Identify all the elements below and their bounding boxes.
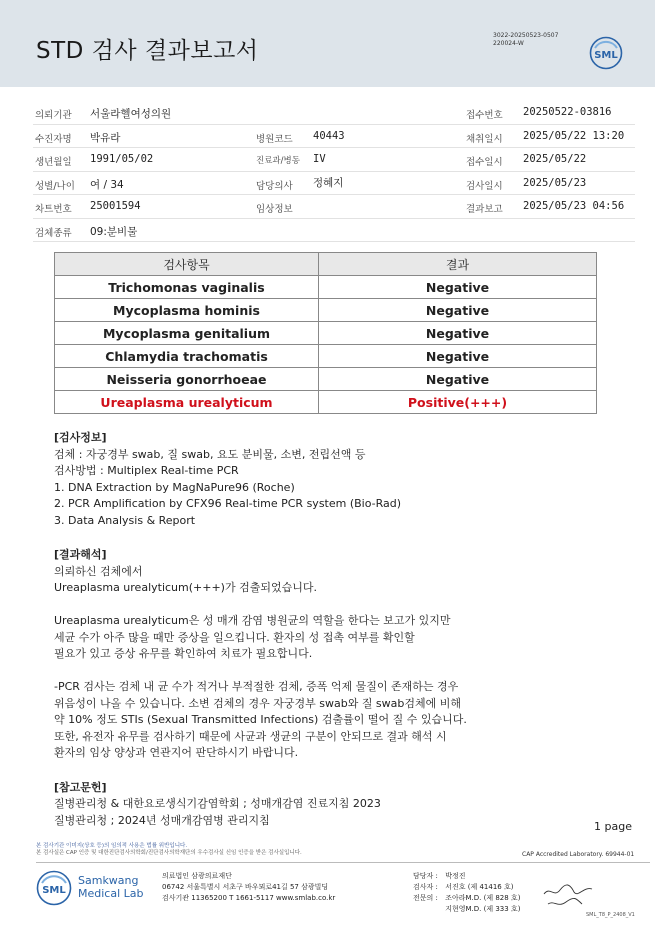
table-row [55, 322, 597, 345]
receipt-no-value: 20250522-03816 [523, 106, 612, 118]
chart-no-value: 25001594 [90, 200, 141, 212]
chart-no-label: 차트번호 [35, 204, 72, 215]
sex-age-value: 여 / 34 [90, 178, 124, 191]
footer-logo-text: SML [42, 885, 66, 896]
reported-value: 2025/05/23 04:56 [523, 200, 625, 212]
dob-label: 생년월일 [35, 157, 72, 168]
test-name: Mycoplasma hominis [55, 299, 319, 322]
interpretation-line: 위음성이 나올 수 있습니다. 소변 검체의 경우 자궁경부 swab와 질 swab검체에 비해 [54, 696, 462, 710]
fine-print-line: 본 검사기관 이미지(상호 등)의 임의적 사용은 법률 위반입니다. [36, 843, 188, 849]
test-result: Positive(+++) [319, 391, 597, 414]
table-row-positive [55, 391, 597, 414]
hospital-code-label: 병원코드 [256, 133, 293, 145]
reference-line: 질병관리청 ; 2024년 성매개감염병 관리지침 [54, 813, 270, 827]
interpretation-line: Ureaplasma urealyticum(+++)가 검출되었습니다. [54, 581, 317, 594]
info-row [33, 101, 635, 125]
dept-label: 진료과/병동 [256, 156, 300, 166]
info-row [33, 219, 635, 243]
info-row [33, 172, 635, 196]
document-id [493, 32, 558, 48]
test-result: Negative [319, 368, 597, 391]
interpretation-section [54, 547, 614, 762]
reference-line: 질병관리청 & 대한요로생식기감염학회 ; 성매개감염 진료지침 2023 [54, 797, 381, 810]
received-value: 2025/05/22 [523, 153, 587, 165]
test-name: Mycoplasma genitalium [55, 322, 319, 345]
collected-value: 2025/05/22 13:20 [523, 129, 625, 142]
info-row [33, 148, 635, 172]
sex-age-label: 성별/나이 [35, 180, 75, 192]
interpretation-line: Ureaplasma urealyticum은 성 매개 감염 병원균의 역할을 한다는 보고가 있지만 [54, 614, 451, 627]
org-line: 06742 서울특별시 서초구 바우뫼로41길 57 삼광빌딩 [162, 883, 329, 891]
interpretation-line: 필요가 있고 증상 유무를 확인하여 치료가 필요합니다. [54, 647, 313, 660]
brand-line1: Samkwang [78, 874, 139, 887]
specimen-label: 검체종류 [35, 227, 72, 239]
interpretation-line: 환자의 임상 양상과 연관지어 판단하시기 바랍니다. [54, 746, 299, 759]
test-info-line: 3. Data Analysis & Report [54, 513, 196, 527]
clinical-label: 임상정보 [256, 204, 293, 215]
institution-value: 서울라헬여성의원 [90, 108, 172, 120]
test-name: Trichomonas vaginalis [55, 276, 319, 299]
org-line: 의료법인 삼광의료재단 [162, 872, 232, 880]
staff-value: 지현영M.D. (제 333 호) [445, 905, 521, 913]
hospital-code-value: 40443 [313, 129, 345, 142]
tested-label: 검사일시 [466, 180, 503, 192]
tested-value: 2025/05/23 [523, 176, 587, 189]
interpretation-line: 또한, 유전자 유무를 검사하기 때문에 사균과 생균의 구분이 안되므로 결과 해석 시 [54, 729, 447, 743]
test-info-line: 1. DNA Extraction by MagNaPure96 (Roche) [54, 480, 295, 494]
collected-label: 채취일시 [466, 133, 503, 145]
staff-key: 담당자 : [413, 872, 438, 880]
staff-line [413, 871, 520, 882]
sml-logo-text: SML [594, 50, 618, 61]
footer-fine-print [36, 843, 496, 857]
results-table [54, 252, 597, 414]
cap-accreditation: CAP Accredited Laboratory. 69944-01 [522, 851, 635, 858]
references-section [54, 780, 614, 830]
examinee-label: 수진자명 [35, 133, 72, 145]
interpretation-heading: [결과해석] [54, 548, 107, 561]
page-number: 1 page [594, 820, 632, 833]
signature-icon [540, 880, 600, 910]
staff-key: 전문의 : [413, 894, 438, 902]
test-info-line: 검사방법 : Multiplex Real-time PCR [54, 464, 239, 477]
test-info-heading: [검사정보] [54, 431, 107, 444]
report-header [0, 0, 655, 87]
staff-info [413, 871, 520, 915]
samkwang-logo-icon [36, 870, 72, 906]
examinee-value: 박유라 [90, 131, 121, 144]
test-name: Ureaplasma urealyticum [55, 391, 319, 414]
staff-value: 서진호 (제 41416 호) [445, 883, 514, 891]
dob-value: 1991/05/02 [90, 153, 154, 165]
table-row [55, 299, 597, 322]
report-title: STD 검사 결과보고서 [36, 38, 259, 64]
received-label: 접수일시 [466, 157, 503, 168]
test-info-section [54, 430, 614, 529]
info-row [33, 195, 635, 219]
institution-label: 의뢰기관 [35, 110, 72, 121]
test-name: Chlamydia trachomatis [55, 345, 319, 368]
doctor-value: 정혜지 [313, 176, 344, 189]
test-result: Negative [319, 345, 597, 368]
brand-line2: Medical Lab [78, 887, 144, 900]
org-line: 검사기관 11365200 T 1661-5117 www.smlab.co.kr [162, 894, 336, 902]
info-row [33, 125, 635, 149]
report-body [54, 430, 614, 847]
test-info-line: 2. PCR Amplification by CFX96 Real-time PCR system (Bio-Rad) [54, 497, 402, 510]
result-column-header: 결과 [319, 253, 597, 276]
interpretation-line: -PCR 검사는 검체 내 균 수가 적거나 부적절한 검체, 증폭 억제 물질이 존재하는 경우 [54, 680, 459, 693]
form-id: SML_T8_P_2408_V1 [586, 912, 635, 918]
footer-divider [36, 862, 650, 863]
table-row [55, 345, 597, 368]
interpretation-line: 약 10% 정도 STIs (Sexual Transmitted Infections) 검출률이 떨어 질 수 있습니다. [54, 713, 467, 726]
staff-key: 검사자 : [413, 883, 438, 891]
fine-print-line: 본 검사실은 CAP 인증 및 대한진단검사의학회/진단검사의학재단의 우수검사실 신임 인증을 받은 검사실입니다. [36, 850, 302, 856]
staff-value: 박정진 [445, 872, 466, 880]
dept-value: IV [313, 153, 326, 165]
patient-info [33, 101, 635, 242]
doctor-label: 담당의사 [256, 180, 293, 192]
table-row [55, 368, 597, 391]
document-id-line2: 220024-W [493, 40, 524, 47]
test-result: Negative [319, 322, 597, 345]
reported-label: 결과보고 [466, 204, 503, 215]
staff-line [413, 904, 520, 915]
interpretation-line: 세균 수가 아주 많을 때만 증상을 일으킵니다. 환자의 성 접촉 여부를 확인할 [54, 630, 415, 644]
table-row [55, 276, 597, 299]
test-name: Neisseria gonorrhoeae [55, 368, 319, 391]
test-info-line: 검체 : 자궁경부 swab, 질 swab, 요도 분비물, 소변, 전립선액 등 [54, 447, 366, 461]
test-result: Negative [319, 299, 597, 322]
test-column-header: 검사항목 [55, 253, 319, 276]
sml-logo-icon [589, 36, 623, 70]
staff-value: 조아라M.D. (제 828 호) [445, 894, 521, 902]
receipt-no-label: 접수번호 [466, 110, 503, 121]
test-result: Negative [319, 276, 597, 299]
document-id-line1: 3022-20250523-0507 [493, 32, 559, 39]
staff-line [413, 893, 520, 904]
results-header-row [55, 253, 597, 276]
specimen-value: 09:분비물 [90, 225, 138, 238]
staff-line [413, 882, 520, 893]
interpretation-line: 의뢰하신 검체에서 [54, 564, 143, 578]
organization-info [162, 871, 335, 904]
references-heading: [참고문헌] [54, 780, 107, 794]
brand-name [78, 874, 144, 900]
